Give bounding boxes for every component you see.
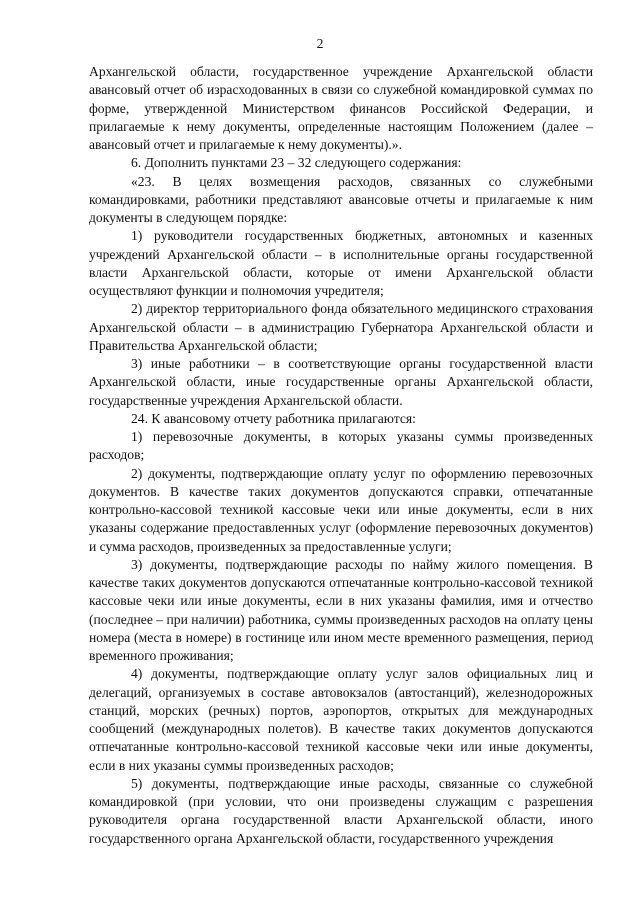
paragraph: 6. Дополнить пунктами 23 – 32 следующего содержания: xyxy=(131,155,462,171)
paragraph: Архангельской области, государственное учреждение Архангельской области авансовый отчет об израсходованных в связи со служебной командировкой суммах по форме, утвержденной Министерством финансов Российской Федерации, и прилагаемые к нему документы, определенные настоящим Положением (далее – авансовый отчет и прилагаемые к нему документы).». xyxy=(89,64,593,152)
paragraph: «23. В целях возмещения расходов, связанных со служебными командировками, работники представляют авансовые отчеты и прилагаемые к ним документы в следующем порядке: xyxy=(89,173,593,225)
paragraph: 2) документы, подтверждающие оплату услуг по оформлению перевозочных документов. В качестве таких документов допускаются справки, отпечатанные контрольно-кассовой техникой кассовые чеки или иные документы, если в них указаны содержание предоставленных услуг (оформление перевозочных документов) и сумма расходов, произведенных за предоставленные услуги; xyxy=(89,465,593,554)
paragraph: 3) иные работники – в соответствующие органы государственной власти Архангельской области, иные государственные органы Архангельской области, государственные учреждения Архангельской области. xyxy=(89,356,593,408)
paragraph: 5) документы, подтверждающие иные расходы, связанные со служебной командировкой (при условии, что они произведены служащим с разрешения руководителя органа государственной власти Архангельской области, иного государственного органа Архангельской области, государственного учреждения xyxy=(89,775,593,846)
paragraph: 2) директор территориального фонда обязательного медицинского страхования Архангельской области – в администрацию Губернатора Архангельской области и Правительства Архангельской области; xyxy=(89,301,593,353)
paragraph: 3) документы, подтверждающие расходы по найму жилого помещения. В качестве таких документов допускаются отпечатанные контрольно-кассовой техникой кассовые чеки или иные документы, если в них указаны фамилия, имя и отчество (последнее – при наличии) работника, суммы произведенных расходов на оплату цены номера (места в номере) в гостинице или ином месте временного размещения, период временного проживания; xyxy=(89,556,593,663)
page-number: 2 xyxy=(316,36,324,51)
paragraph: 24. К авансовому отчету работника прилагаются: xyxy=(131,410,416,426)
paragraph: 4) документы, подтверждающие оплату услуг залов официальных лиц и делегаций, организуемых в составе автовокзалов (автостанций), железнодорожных станций, морских (речных) портов, аэропортов, открытых для международных сообщений (международных полетов). В качестве таких документов допускаются отпечатанные контрольно-кассовой техникой кассовые чеки или иные документы, если в них указаны суммы произведенных расходов; xyxy=(89,666,593,773)
paragraph: 1) перевозочные документы, в которых указаны суммы произведенных расходов; xyxy=(89,429,593,463)
paragraph: 1) руководители государственных бюджетных, автономных и казенных учреждений Архангельской области – в исполнительные органы государственной власти Архангельской области, которые от имени Архангельской области осуществляют функции и полномочия учредителя; xyxy=(89,228,593,298)
document-body xyxy=(89,63,593,848)
